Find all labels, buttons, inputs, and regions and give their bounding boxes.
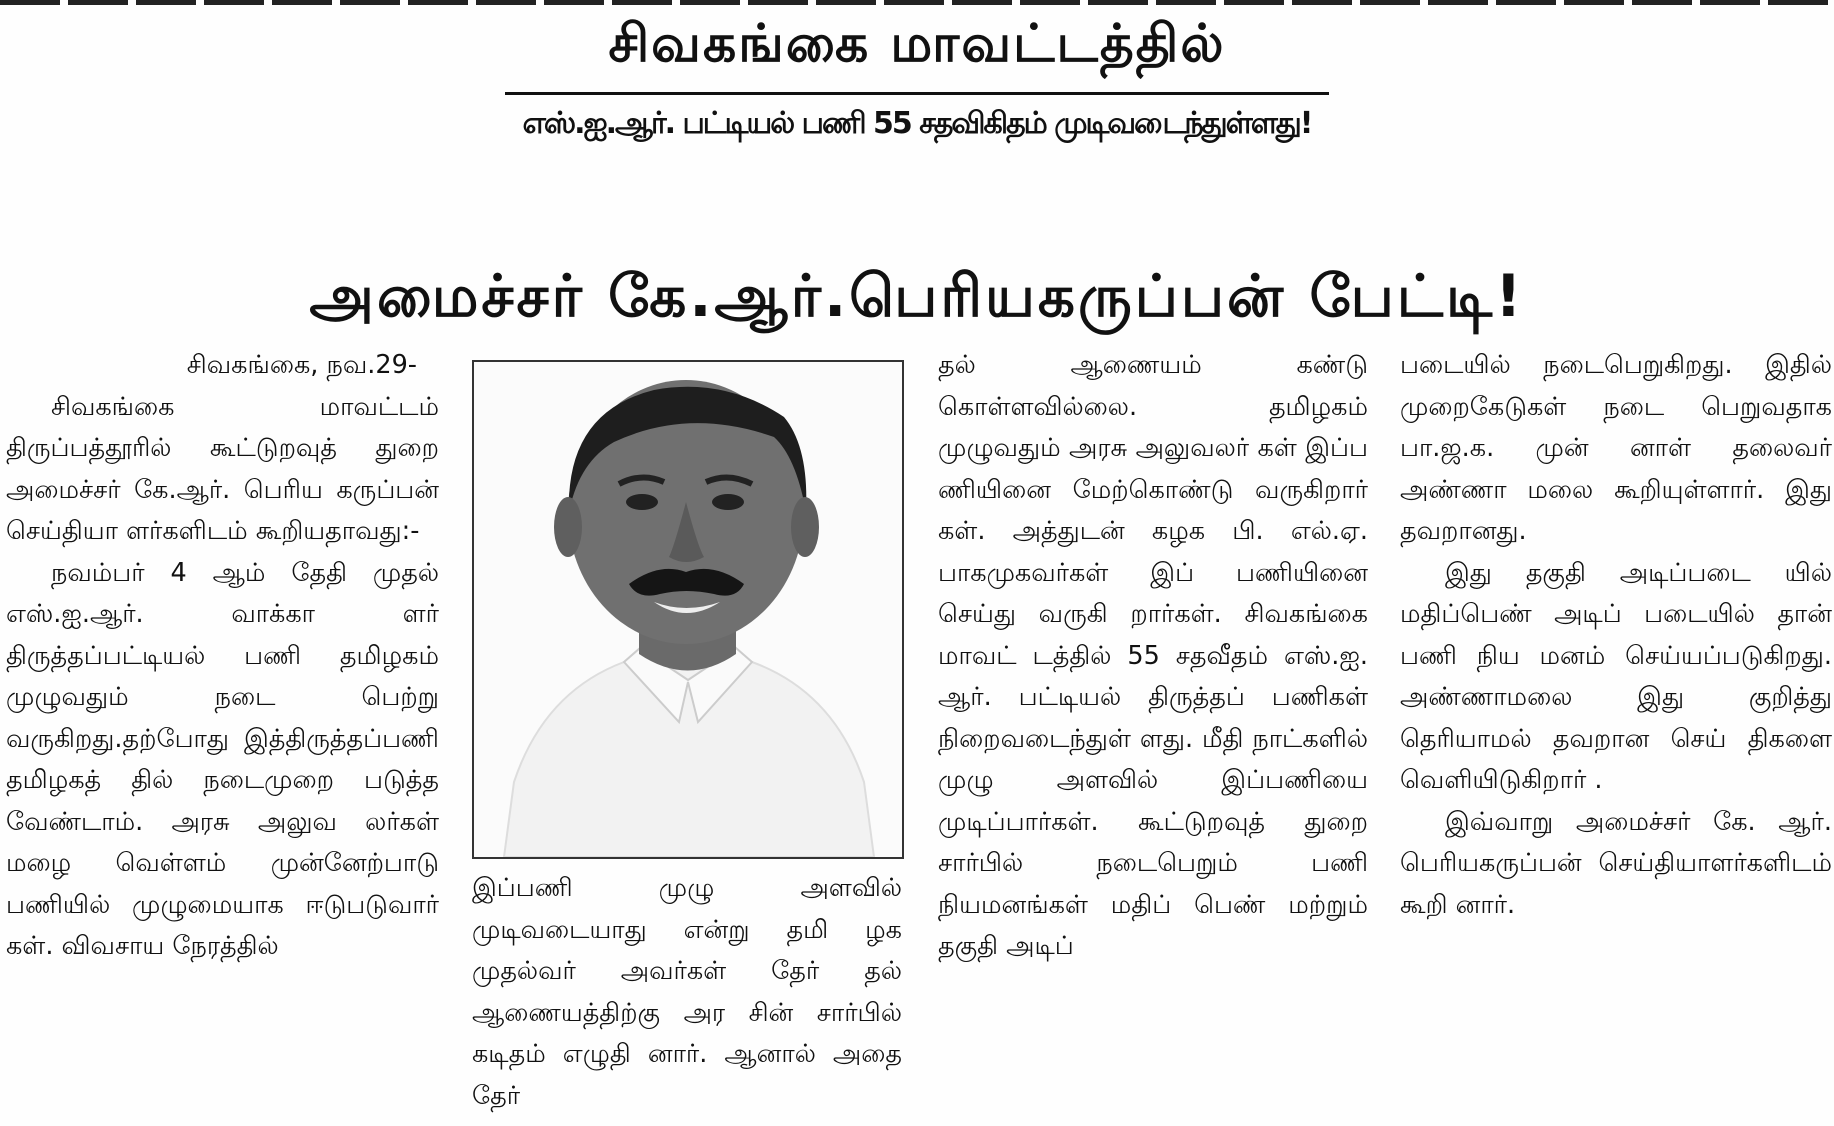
article-column-3 — [938, 345, 1368, 968]
article-column-2 — [472, 868, 902, 1117]
headline: எஸ்.ஐ.ஆர். பட்டியல் பணி 55 சதவிகிதம் முடிவடைந்துள்ளது! — [522, 106, 1312, 141]
paragraph: நவம்பர் 4 ஆம் தேதி முதல் எஸ்.ஐ.ஆர். வாக்கா ளர் திருத்தப்பட்டியல் பணி தமிழகம் முழுவதும் நடை பெற்று வருகிறது.தற்போது இத்திருத்தப்பணி தமிழகத் தில் நடைமுறை படுத்த வேண்டாம். அரசு அலுவ லர்கள் மழை வெள்ளம் முன்னேற்பாடு பணியில் முழுமையாக ஈடுபடுவார் கள். விவசாய நேரத்தில் — [6, 557, 439, 961]
top-border-rule — [0, 0, 1834, 5]
article-column-1 — [6, 345, 439, 968]
kicker-underline — [505, 92, 1329, 95]
article-column-4 — [1400, 345, 1832, 926]
paragraph: தல் ஆணையம் கண்டு கொள்ளவில்லை. தமிழகம் முழுவதும் அரசு அலுவலர் கள் இப்ப ணியினை மேற்கொண்டு வருகிறார் கள். அத்துடன் கழக பி. எல்.ஏ. பாகமுகவர்கள் இப் பணியினை செய்து வருகி றார்கள். சிவகங்கை மாவட் டத்தில் 55 சதவீதம் எஸ்.ஐ. ஆர். பட்டியல் திருத்தப் பணிகள் நிறைவடைந்துள் ளது. மீதி நாட்களில் முழு அளவில் இப்பணியை முடிப்பார்கள். கூட்டுறவுத் துறை சார்பில் நடைபெறும் பணி நியமனங்கள் மதிப் பெண் மற்றும் தகுதி அடிப் — [938, 350, 1368, 961]
portrait-photo-icon — [474, 362, 902, 857]
portrait-photo — [472, 360, 904, 859]
paragraph: சிவகங்கை மாவட்டம் திருப்பத்தூரில் கூட்டுறவுத் துறை அமைச்சர் கே.ஆர். பெரிய கருப்பன் செய்தியா ளர்களிடம் கூறியதாவது:- — [6, 391, 439, 546]
paragraph: இவ்வாறு அமைச்சர் கே. ஆர். பெரியகருப்பன் செய்தியாளர்களிடம் கூறி னார். — [1400, 806, 1832, 920]
subheadline: அமைச்சர் கே.ஆர்.பெரியகருப்பன் பேட்டி! — [309, 262, 1525, 330]
paragraph: படையில் நடைபெறுகிறது. இதில் முறைகேடுகள் நடை பெறுவதாக பா.ஜ.க. முன் னாள் தலைவர் அண்ணா மலை கூறியுள்ளார். இது தவறானது. — [1400, 350, 1832, 546]
paragraph: இப்பணி முழு அளவில் முடிவடையாது என்று தமி ழக முதல்வர் அவர்கள் தேர் தல் ஆணையத்திற்கு அர சின் சார்பில் கடிதம் எழுதி னார். ஆனால் அதை தேர் — [472, 873, 902, 1111]
paragraph: இது தகுதி அடிப்படை யில் மதிப்பெண் அடிப் படையில் தான் பணி நிய மனம் செய்யப்படுகிறது. அண்ணாமலை இது குறித்து தெரியாமல் தவறான செய் திகளை வெளியிடுகிறார் . — [1400, 557, 1832, 795]
dateline: சிவகங்கை, நவ.29- — [186, 350, 417, 380]
kicker-title: சிவகங்கை மாவட்டத்தில் — [608, 14, 1226, 74]
